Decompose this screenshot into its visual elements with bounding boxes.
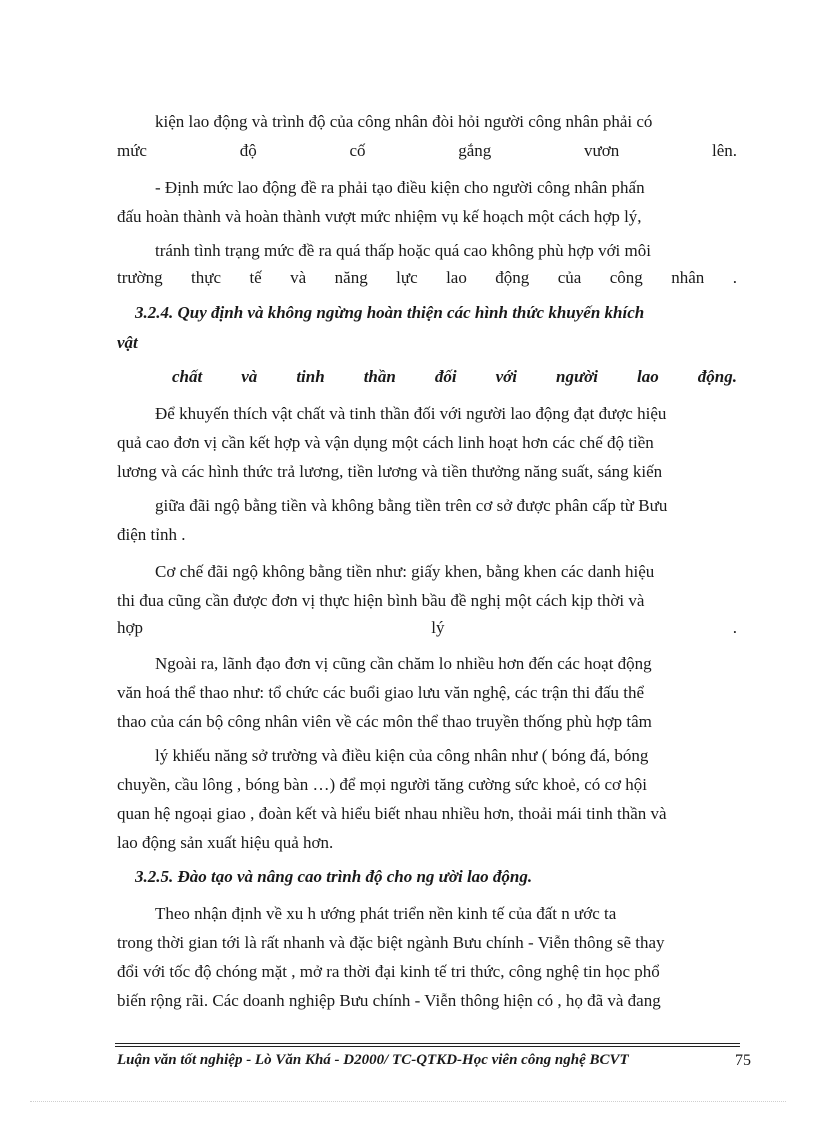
footer-rule [115, 1043, 740, 1044]
text-line: đổi với tốc độ chóng mặt , mở ra thời đại kinh tế tri thức, công nghệ tin học phổ [117, 962, 660, 981]
text-line: đấu hoàn thành và hoàn thành vượt mức nhiệm vụ kế hoạch một cách hợp lý, [117, 207, 642, 226]
text-line: Cơ chế đãi ngộ không bằng tiền như: giấy khen, bằng khen các danh hiệu [155, 562, 655, 581]
text-line: lao động sản xuất hiệu quả hơn. [117, 833, 334, 852]
text-line: hợp lý . [117, 618, 737, 637]
text-line: mức độ cố gắng vươn lên. [117, 141, 737, 160]
section-heading-continued: vật [117, 333, 138, 352]
section-heading-continued: chất và tinh thần đối với người lao động. [172, 367, 737, 386]
page-number: 75 [735, 1052, 751, 1069]
text-line: lý khiếu năng sở trường và điều kiện của công nhân như ( bóng đá, bóng [155, 746, 649, 765]
text-line: Để khuyến thích vật chất và tinh thần đối với người lao động đạt được hiệu [155, 404, 667, 423]
footer-text: Luận văn tốt nghiệp - Lò Văn Khá - D2000/ TC-QTKD-Học viên công nghệ BCVT [117, 1052, 629, 1068]
text-line: quả cao đơn vị cần kết hợp và vận dụng một cách linh hoạt hơn các chế độ tiền [117, 433, 654, 452]
text-line: lương và các hình thức trả lương, tiền lương và tiền thưởng năng suất, sáng kiến [117, 462, 663, 481]
text-line: - Định mức lao động đề ra phải tạo điều kiện cho người công nhân phấn [155, 178, 645, 197]
section-heading: 3.2.4. Quy định và không ngừng hoàn thiện các hình thức khuyến khích [135, 303, 645, 322]
text-line: giữa đãi ngộ bằng tiền và không bằng tiền trên cơ sở được phân cấp từ Bưu [155, 496, 668, 515]
page-border [30, 1101, 786, 1102]
text-line: Ngoài ra, lãnh đạo đơn vị cũng cần chăm lo nhiều hơn đến các hoạt động [155, 654, 652, 673]
text-line: tránh tình trạng mức đề ra quá thấp hoặc quá cao không phù hợp với môi [155, 241, 651, 260]
text-line: quan hệ ngoại giao , đoàn kết và hiểu biết nhau nhiều hơn, thoải mái tinh thần và [117, 804, 667, 823]
text-line: kiện lao động và trình độ của công nhân đòi hỏi người công nhân phải có [155, 112, 653, 131]
text-line: văn hoá thể thao như: tổ chức các buổi giao lưu văn nghệ, các trận thi đấu thể [117, 683, 645, 702]
footer-rule [115, 1046, 740, 1047]
text-line: trường thực tế và năng lực lao động của công nhân . [117, 268, 737, 287]
text-line: điện tỉnh . [117, 525, 186, 544]
text-line: Theo nhận định về xu h ướng phát triển nền kinh tế của đất n ước ta [155, 904, 617, 923]
text-line: chuyền, cầu lông , bóng bàn …) để mọi người tăng cường sức khoẻ, có cơ hội [117, 775, 648, 794]
text-line: thao của cán bộ công nhân viên về các môn thể thao truyền thống phù hợp tâm [117, 712, 652, 731]
text-line: thi đua cũng cần được đơn vị thực hiện bình bầu đề nghị một cách kịp thời và [117, 591, 645, 610]
text-line: trong thời gian tới là rất nhanh và đặc biệt ngành Bưu chính - Viễn thông sẽ thay [117, 933, 665, 952]
text-line: biến rộng rãi. Các doanh nghiệp Bưu chính - Viễn thông hiện có , họ đã và đang [117, 991, 661, 1010]
section-heading: 3.2.5. Đào tạo và nâng cao trình độ cho ng ười lao động. [135, 867, 533, 886]
